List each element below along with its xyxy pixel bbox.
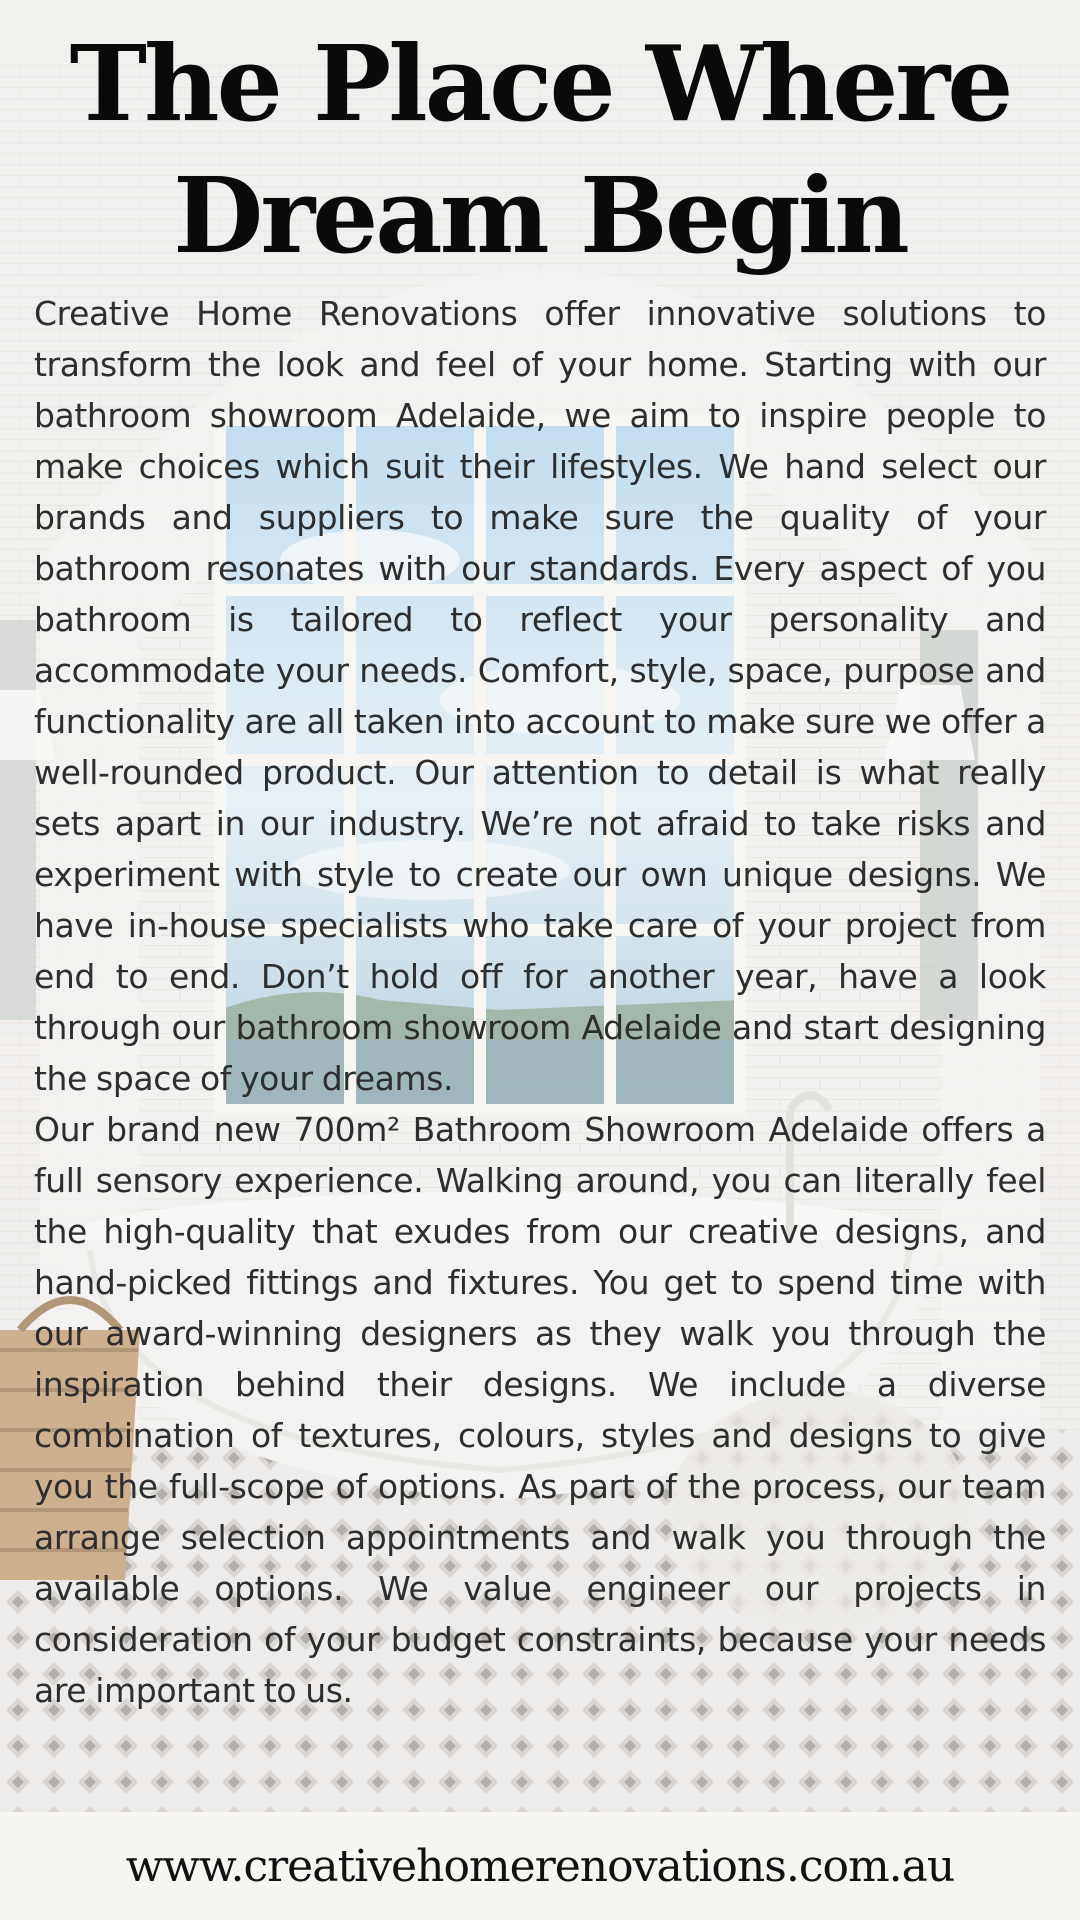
showroom-paragraph: Our brand new 700m² Bathroom Showroom Adelaide offers a full sensory experience. Walking around, you can literally feel the high-quality that exudes from our creative designs, and hand-picked fittings and fixtures. You get to spend time with our award-winning designers as they walk you through the inspiration behind their designs. We include a diverse combination of textures, colours, styles and designs to give you the full-scope of options. As part of the process, our team arrange selection appointments and walk you through the available options. We value engineer our projects in consideration of your budget constraints, because your needs are important to us. bbox=[34, 1110, 1046, 1710]
body-copy bbox=[34, 288, 1046, 1716]
website-url[interactable]: www.creativehomerenovations.com.au bbox=[125, 1840, 955, 1892]
title-line-2: Dream Begin bbox=[173, 154, 907, 277]
intro-paragraph: Creative Home Renovations offer innovative solutions to transform the look and feel of your home. Starting with our bathroom showroom Adelaide, we aim to inspire people to make choices which suit their lifestyles. We hand select our brands and suppliers to make sure the quality of your bathroom resonates with our standards. Every aspect of you bathroom is tailored to reflect your personality and accommodate your needs. Comfort, style, space, purpose and functionality are all taken into account to make sure we offer a well-rounded product. Our attention to detail is what really sets apart in our industry. We’re not afraid to take risks and experiment with style to create our own unique designs. We have in-house specialists who take care of your project from end to end. Don’t hold off for another year, have a look through our bathroom showroom Adelaide and start designing the space of your dreams. bbox=[34, 294, 1046, 1098]
footer-bar bbox=[0, 1812, 1080, 1920]
title-line-1: The Place Where bbox=[69, 22, 1011, 145]
page-title bbox=[0, 18, 1080, 282]
